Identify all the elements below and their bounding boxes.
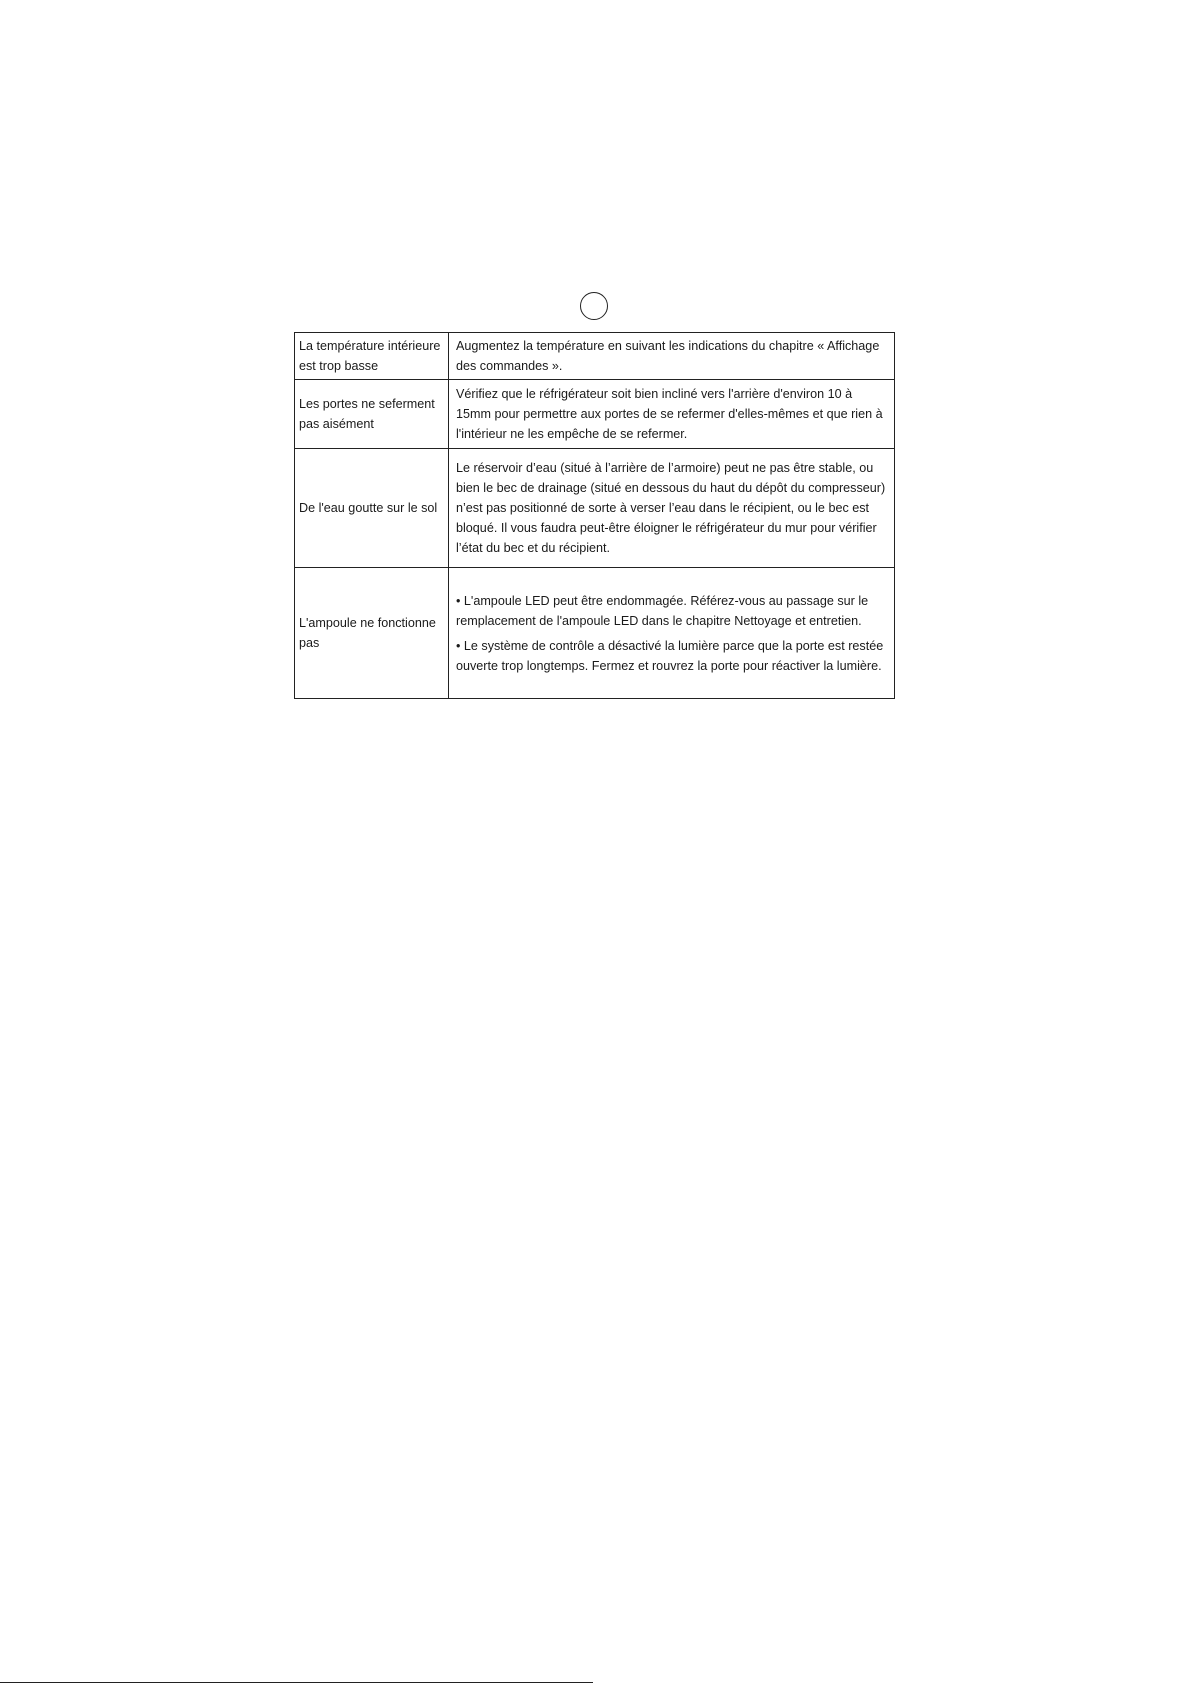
solution-cell	[449, 380, 895, 449]
footer-rule	[0, 1682, 593, 1683]
problem-text: Les portes ne seferment pas aisément	[299, 397, 435, 431]
solution-text: Vérifiez que le réfrigérateur soit bien incliné vers l'arrière d'environ 10 à 15mm pour permettre aux portes de se refermer d'elles-mêmes et que rien à l'intérieur ne les empêche de se refermer.	[456, 387, 883, 441]
troubleshooting-table	[294, 332, 895, 699]
solution-bullet: • L'ampoule LED peut être endommagée. Référez-vous au passage sur le remplacement de l'ampoule LED dans le chapitre Nettoyage et entretien.	[456, 593, 869, 628]
problem-cell	[295, 449, 449, 568]
table-row	[295, 333, 895, 380]
page-marker-circle	[580, 292, 608, 320]
problem-text: De l'eau goutte sur le sol	[299, 501, 438, 515]
problem-cell	[295, 380, 449, 449]
problem-text: L'ampoule ne fonctionne pas	[299, 616, 436, 650]
problem-text: La température intérieure est trop basse	[299, 339, 441, 373]
solution-text: Le réservoir d’eau (situé à l’arrière de l’armoire) peut ne pas être stable, ou bien le bec de drainage (situé en dessous du haut du dépôt du compresseur) n’est pas positionné de sorte à verser l’eau dans le récipient, ou le bec est bloqué. Il vous faudra peut-être éloigner le réfrigérateur du mur pour vérifier l’état du bec et du récipient.	[456, 461, 886, 555]
problem-cell	[295, 333, 449, 380]
solution-bullet: • Le système de contrôle a désactivé la lumière parce que la porte est restée ouverte trop longtemps. Fermez et rouvrez la porte pour réactiver la lumière.	[456, 638, 884, 673]
solution-cell	[449, 568, 895, 699]
solution-cell	[449, 333, 895, 380]
table-row	[295, 568, 895, 699]
table-row	[295, 380, 895, 449]
table-row	[295, 449, 895, 568]
solution-cell	[449, 449, 895, 568]
problem-cell	[295, 568, 449, 699]
solution-text: Augmentez la température en suivant les indications du chapitre « Affichage des commandes ».	[456, 339, 880, 373]
